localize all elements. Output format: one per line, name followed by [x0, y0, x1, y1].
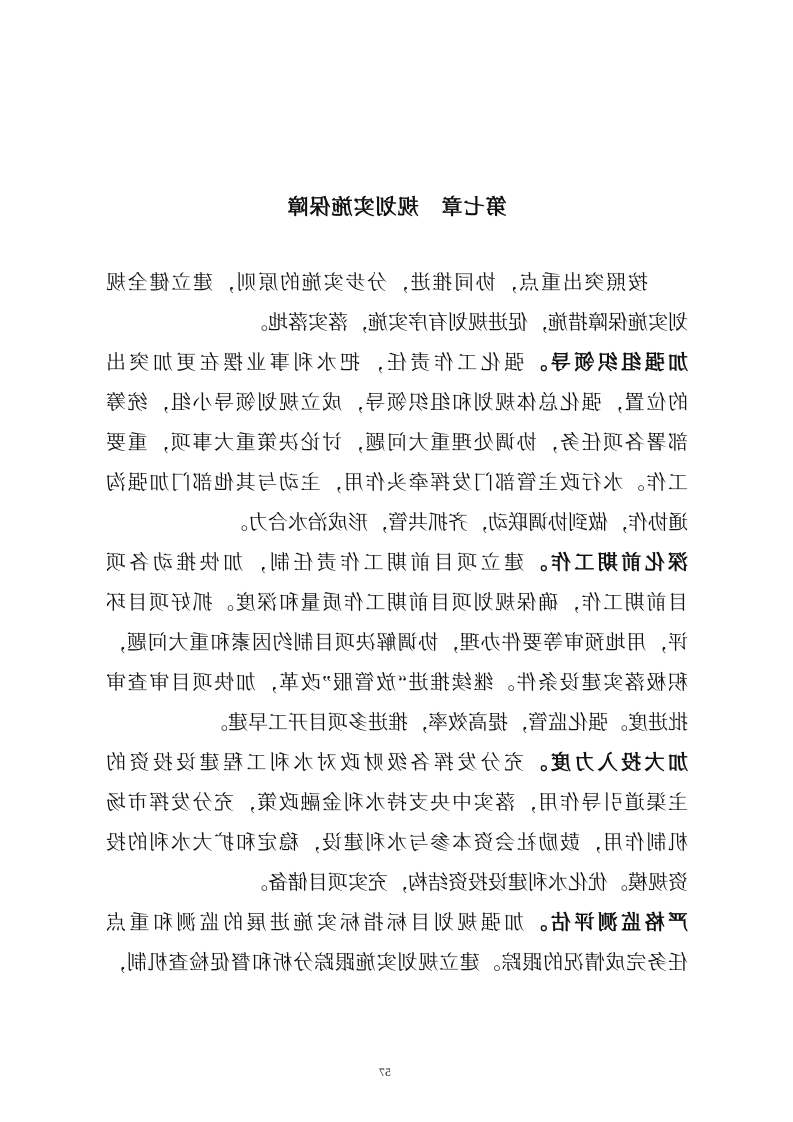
text-line: 目前期工作，确保规划项目前期工作质量和深度。抓好项目环: [106, 592, 688, 614]
text-line: 评，用地预审等要件办理，协调解决项目制约因素和重大问题，: [106, 632, 688, 654]
chapter-title: 第七章 规划实施保障: [286, 196, 507, 219]
text-line: 部署各项任务，协调处理重大问题，讨论决策重大事项，重要: [106, 432, 688, 454]
paragraph-intro: [106, 263, 688, 343]
body-text: [106, 263, 688, 983]
text-line: [106, 343, 688, 383]
paragraph-preliminary-work: [106, 543, 688, 743]
paragraph-heading: 严格监测评估。: [524, 912, 688, 934]
text-line: 通协作，做到协调联动，齐抓共管，形成治水合力。: [228, 512, 688, 534]
paragraph-heading: 加大投入力度。: [524, 752, 688, 774]
text-line: 按照突出重点，协同推进，分步实施的原则，建立健全规: [106, 272, 648, 294]
text-line: [106, 743, 688, 783]
paragraph-monitoring: [106, 903, 688, 983]
text-line-content: 充分发挥各级财政对水利工程建设投资的: [106, 752, 525, 774]
text-line: [106, 543, 688, 583]
text-line: 的位置，强化总体规划和组织领导，成立规划领导小组，统筹: [106, 392, 688, 414]
text-line: 任务完成情况的跟踪。建立规划实施跟踪分析和督促检查机制，: [106, 952, 688, 974]
text-line: 机制作用，鼓励社会资本参与水利建设，稳定和扩大水利的投: [106, 832, 688, 854]
text-line: 资规模。优化水利建设投资结构，充实项目储备。: [248, 872, 688, 894]
paragraph-investment: [106, 743, 688, 903]
page-number: 57: [379, 1065, 391, 1079]
paragraph-organization: [106, 343, 688, 543]
paragraph-heading: 深化前期工作。: [524, 552, 688, 574]
text-line: 批进度。强化监管，提高效率，推进多项目开工早建。: [208, 712, 688, 734]
text-line-content: 强化工作责任，把水利事业摆在更加突出: [106, 352, 525, 374]
text-line-content: 建立项目前期工作责任制，加快推动各项: [106, 552, 525, 574]
text-line: 划实施保障措施，促进规划有序实施，落实落地。: [248, 312, 688, 334]
text-line: 主渠道引导作用，落实中央支持水利金融政策，充分发挥市场: [106, 792, 688, 814]
text-line: 工作。水行政主管部门发挥牵头作用，主动与其他部门加强沟: [106, 472, 688, 494]
text-line: [106, 903, 688, 943]
text-line-content: 加强规划目标指标实施进展的监测和重点: [106, 912, 525, 934]
text-line: 积极落实建设条件。继续推进“放管服”改革，加快项目审查审: [106, 672, 688, 694]
paragraph-heading: 加强组织领导。: [524, 352, 688, 374]
